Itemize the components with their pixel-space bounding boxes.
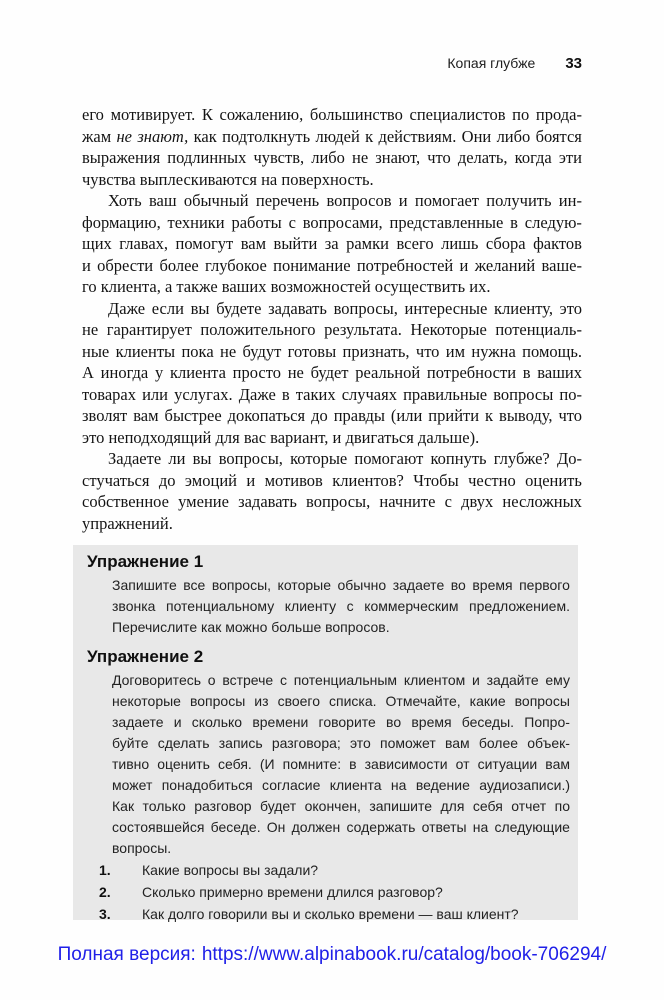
paragraph <box>82 448 582 534</box>
body-line: зволят вам быстрее докопаться до правды (или прийти к выводу, что <box>82 406 582 425</box>
footer-link[interactable]: https://www.alpinabook.ru/catalog/book-706294/ <box>201 944 607 965</box>
page-number: 33 <box>565 55 582 72</box>
body-line: ные клиенты пока не будут готовы признать, что им нужна помощь. <box>82 341 582 361</box>
paragraph <box>82 298 582 449</box>
exercise-line: Как только разговор будет окончен, запишите для себя отчет по <box>112 798 570 814</box>
body-line: формацию, техники работы с вопросами, представленные в следую- <box>82 212 582 232</box>
exercise-line: Перечислите как можно больше вопросов. <box>112 619 390 635</box>
running-title: Копая глубже <box>447 55 536 71</box>
exercise-line: звонка потенциальному клиенту с коммерческим предложением. <box>112 598 570 614</box>
exercise-line: Запишите все вопросы, которые обычно задаете во время первого <box>112 577 570 593</box>
exercise-2-title: Упражнение 2 <box>87 647 204 666</box>
body-line: выражения подлинных чувств, либо не знают, что делать, когда эти <box>82 148 582 167</box>
exercise-line: задаете и сколько времени говорите во время беседы. Попро- <box>112 714 570 730</box>
exercise-line: некоторые вопросы из своего списка. Отмечайте, какие вопросы <box>112 693 570 709</box>
body-line: это неподходящий для вас вариант, и двигаться дальше). <box>82 427 480 447</box>
item-number: 3. <box>99 906 111 922</box>
body-line: его мотивирует. К сожалению, большинство специалистов по прода- <box>82 105 582 124</box>
list-item <box>99 903 570 925</box>
exercise-line: вопросы. <box>112 840 172 856</box>
body-line: собственное умение задавать вопросы, начните с двух несложных <box>82 492 582 511</box>
exercise-line: буйте сделать запись разговора; это поможет вам более объек- <box>112 735 570 751</box>
footer-link-line <box>0 944 664 966</box>
body-text <box>82 104 582 534</box>
item-number: 1. <box>99 862 111 878</box>
paragraph <box>82 104 582 190</box>
exercise-line: состоявшейся беседе. Он должен содержать ответы на следующие <box>112 819 570 835</box>
running-header <box>82 55 582 72</box>
body-line: и обрести более глубокое понимание потребностей и желаний ваше- <box>82 255 582 275</box>
body-line: жам не знают, как подтолкнуть людей к действиям. Они либо боятся <box>82 126 582 146</box>
body-line: упражнений. <box>82 513 173 533</box>
body-line: Задаете ли вы вопросы, которые помогают копнуть глубже? До- <box>108 449 582 468</box>
body-line: чувства выплескиваются на поверхность. <box>82 169 374 189</box>
list-item <box>99 859 570 881</box>
body-line: А иногда у клиента просто не будет реальной потребности в ваших <box>82 363 582 382</box>
list-item <box>99 881 570 903</box>
body-line: не гарантирует положительного результата. Некоторые потенциаль- <box>82 320 582 339</box>
exercise-box <box>73 545 578 920</box>
exercise-1-title: Упражнение 1 <box>87 552 204 571</box>
paragraph <box>82 190 582 298</box>
item-text: Сколько примерно времени длился разговор? <box>142 884 443 900</box>
item-number: 2. <box>99 884 111 900</box>
exercise-question-list <box>99 859 570 925</box>
body-line: стучаться до эмоций и мотивов клиентов? Чтобы честно оценить <box>82 470 582 490</box>
body-line: го клиента, а также ваших возможностей осуществить их. <box>82 277 491 296</box>
exercise-line: может понадобиться согласие клиента на ведение аудиозаписи.) <box>112 777 570 793</box>
body-line: щих главах, помогут вам выйти за рамки всего лишь сбора фактов <box>82 234 582 253</box>
exercise-line: тивно оценить себя. (И помните: в зависимости от ситуации вам <box>112 756 570 772</box>
footer-label: Полная версия: <box>57 944 196 965</box>
body-line: Даже если вы будете задавать вопросы, интересные клиенту, это <box>108 298 582 318</box>
body-line: Хоть ваш обычный перечень вопросов и помогает получить ин- <box>108 191 582 210</box>
item-text: Какие вопросы вы задали? <box>142 862 319 878</box>
exercise-line: Договоритесь о встрече с потенциальным клиентом и задайте ему <box>112 672 570 688</box>
body-line: товарах или услугах. Даже в таких случаях правильные вопросы по- <box>82 384 582 404</box>
item-text: Как долго говорили вы и сколько времени — ваш клиент? <box>142 906 519 922</box>
